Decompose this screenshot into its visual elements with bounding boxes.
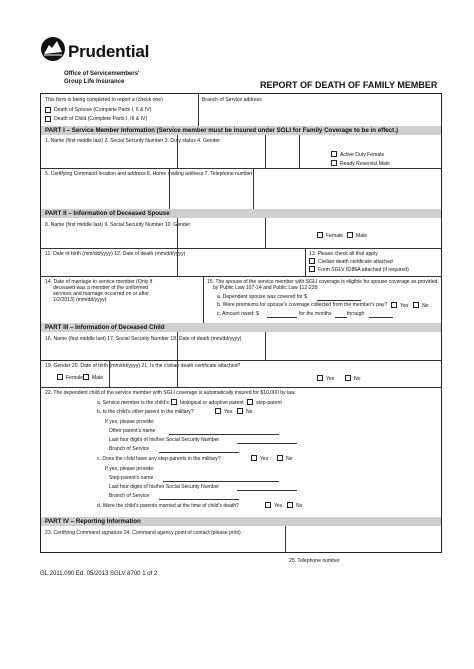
rock-of-gibraltar-icon: [40, 36, 66, 62]
step-parent-ssn-line[interactable]: [237, 490, 297, 491]
ifyes-label-2: If yes, please provide:: [105, 466, 155, 472]
field-14-line2: deceased was a member of the uniformed: [53, 285, 149, 291]
field-22b-label: b. Is the child's other parent in the military?: [97, 409, 194, 415]
premiums-yes-checkbox[interactable]: [391, 302, 397, 308]
child-female-checkbox[interactable]: [57, 374, 63, 380]
premiums-no-checkbox[interactable]: [413, 302, 419, 308]
other-parent-no-checkbox[interactable]: [237, 408, 243, 414]
form-title: REPORT OF DEATH OF FAMILY MEMBER: [260, 80, 438, 90]
parents-married-yes-checkbox[interactable]: [265, 502, 271, 508]
field-22c-label: c. Does the child have any step-parents in the military?: [97, 456, 221, 462]
death-of-child-label: Death of Child (Complete Parts I, III & IV): [54, 116, 148, 122]
spouse-male-label: Male: [356, 233, 368, 239]
part-3-heading: PART III – Information of Deceased Child: [41, 323, 441, 332]
field-15-line1: 15. The spouse of the service member with SGLI coverage is eligible for spouse coverage as provided: [207, 279, 438, 285]
field-15c-label: c. Amount owed: $: [217, 311, 259, 317]
field-8-10-label: 8. Name (first middle last) 9. Social Security Number 10. Gender: [45, 222, 191, 228]
child-male-checkbox[interactable]: [83, 374, 89, 380]
part-2-heading: PART II – Information of Deceased Spouse: [41, 209, 441, 218]
step-parents-yes-label: Yes: [260, 456, 269, 462]
field-22a-label: a. Service member is the child's:: [97, 400, 171, 406]
step-parent-name-label: Step-parent's name: [109, 475, 154, 481]
for-the-months-label: for the months: [299, 311, 332, 317]
step-parent-checkbox[interactable]: [247, 399, 253, 405]
form-8286a-checkbox[interactable]: [309, 266, 315, 272]
step-parent-name-line[interactable]: [163, 481, 279, 482]
through-label: through: [347, 311, 365, 317]
step-parent-label: step-parent: [256, 400, 282, 406]
completing-label: This form is being completed to report a (check one): [45, 97, 163, 103]
step-parents-no-checkbox[interactable]: [277, 455, 283, 461]
civilian-certificate-label: Civilian death certificate attached: [318, 259, 393, 265]
other-parent-branch-line[interactable]: [159, 452, 239, 453]
ready-reservist-label: Ready Reservist Male: [340, 161, 390, 167]
other-parent-name-label: Other parent's name: [109, 428, 156, 434]
field-11-12-label: 11. Date of birth (mm/dd/yyyy) 12. Date of death (mm/dd/yyyy): [45, 251, 186, 257]
field-23-24-label: 23. Certifying Command signature 24. Command agency point of contact (please print): [45, 530, 241, 536]
other-parent-ssn-line[interactable]: [237, 443, 297, 444]
field-22d-label: d. Were the child's parents married at the time of child's death?: [97, 503, 240, 509]
active-duty-checkbox[interactable]: [331, 151, 337, 157]
ifyes-label-1: If yes, please provide:: [105, 419, 155, 425]
death-of-child-checkbox[interactable]: [45, 116, 51, 122]
step-parent-branch-label: Branch of Service: [109, 493, 150, 499]
death-of-spouse-label: Death of Spouse (Complete Parts I, II & IV): [54, 107, 152, 113]
death-of-spouse-checkbox[interactable]: [45, 107, 51, 113]
certificate-yes-label: Yes: [326, 376, 335, 382]
months-from-line[interactable]: [335, 317, 347, 318]
certificate-no-checkbox[interactable]: [345, 375, 351, 381]
spouse-female-label: Female: [326, 233, 343, 239]
other-parent-yes-label: Yes: [224, 409, 233, 415]
office-name: Office of Servicemembers' Group Life Insurance: [64, 71, 140, 85]
step-parents-yes-checkbox[interactable]: [251, 455, 257, 461]
field-14-line3: services and marriage occurred on or after: [53, 291, 149, 297]
premiums-no-label: No: [422, 303, 429, 309]
bio-parent-checkbox[interactable]: [171, 399, 177, 405]
parents-married-yes-label: Yes: [274, 503, 283, 509]
field-15-line2: by Public Law 107-14 and Public Law 112-239.: [213, 285, 319, 291]
field-14-line1: 14. Date of marriage to service member (Only if: [45, 279, 153, 285]
other-parent-yes-checkbox[interactable]: [215, 408, 221, 414]
field-15b-label: b. Were premiums for spouse's coverage collected from the member's pay?: [217, 302, 388, 308]
other-parent-no-label: No: [246, 409, 253, 415]
other-parent-name-line[interactable]: [169, 434, 279, 435]
certificate-no-label: No: [354, 376, 361, 382]
premiums-yes-label: Yes: [400, 303, 409, 309]
step-parent-branch-line[interactable]: [159, 499, 239, 500]
child-female-label: Female: [66, 375, 83, 381]
spouse-female-checkbox[interactable]: [317, 232, 323, 238]
branch-address-label: Branch of Service address: [202, 97, 262, 103]
field-13-label: 13. Please check all that apply: [309, 251, 378, 257]
field-5-7-label: 5. Certifying Command location and address 6. Home mailing address 7. Telephone number: [45, 171, 253, 177]
bio-parent-label: biological or adoptive parent: [180, 400, 244, 406]
covered-amount-line[interactable]: [317, 300, 361, 301]
prudential-logo: [40, 36, 240, 66]
parents-married-no-checkbox[interactable]: [287, 502, 293, 508]
part-4-heading: PART IV – Reporting Information: [41, 517, 441, 526]
field-22-label: 22. The dependent child of the service member with SGLI coverage is automatically insured for $10,000 by law.: [45, 390, 296, 396]
part-1-heading: PART I – Service Member Information (Service member must be insured under SGLI for Family Coverage to be in effect.): [41, 126, 441, 135]
ready-reservist-checkbox[interactable]: [331, 160, 337, 166]
active-duty-label: Active Duty Female: [340, 152, 385, 158]
other-parent-branch-label: Branch of Service: [109, 446, 150, 452]
civilian-certificate-checkbox[interactable]: [309, 258, 315, 264]
certificate-yes-checkbox[interactable]: [317, 375, 323, 381]
parents-married-no-label: No: [296, 503, 303, 509]
field-25-label: 25. Telephone number: [289, 558, 340, 564]
field-19-21-label: 19. Gender 20. Date of birth (mm/dd/yyyy) 21. Is the civilian death certificate attached?: [45, 363, 241, 369]
step-parent-ssn-label: Last four digits of his/her Social Security Number: [109, 484, 220, 490]
field-14-line4: 1/2/2013) (mm/dd/yyyy): [53, 297, 107, 303]
months-to-line[interactable]: [369, 317, 393, 318]
form-frame: [40, 93, 442, 564]
brand-name: Prudential: [68, 42, 150, 61]
field-16-18-label: 16. Name (first middle last) 17. Social Security Number 18. Date of death (mm/dd/yyyy): [45, 336, 242, 342]
field-15a-label: a. Dependent spouse was covered for $: [217, 294, 308, 300]
amount-owed-line[interactable]: [267, 317, 297, 318]
child-male-label: Male: [92, 375, 104, 381]
field-1-4-label: 1. Name (first middle last) 2. Social Security Number 3. Duty status 4. Gender: [45, 138, 220, 144]
spouse-male-checkbox[interactable]: [347, 232, 353, 238]
form-8286a-label: Form SGLV 8286A attached (if required): [318, 267, 409, 273]
form-footer: GL.2011.090 Ed. 05/2013 SGLV 8700 1 of 2: [40, 571, 158, 577]
other-parent-ssn-label: Last four digits of his/her Social Security Number: [109, 437, 220, 443]
step-parents-no-label: No: [286, 456, 293, 462]
